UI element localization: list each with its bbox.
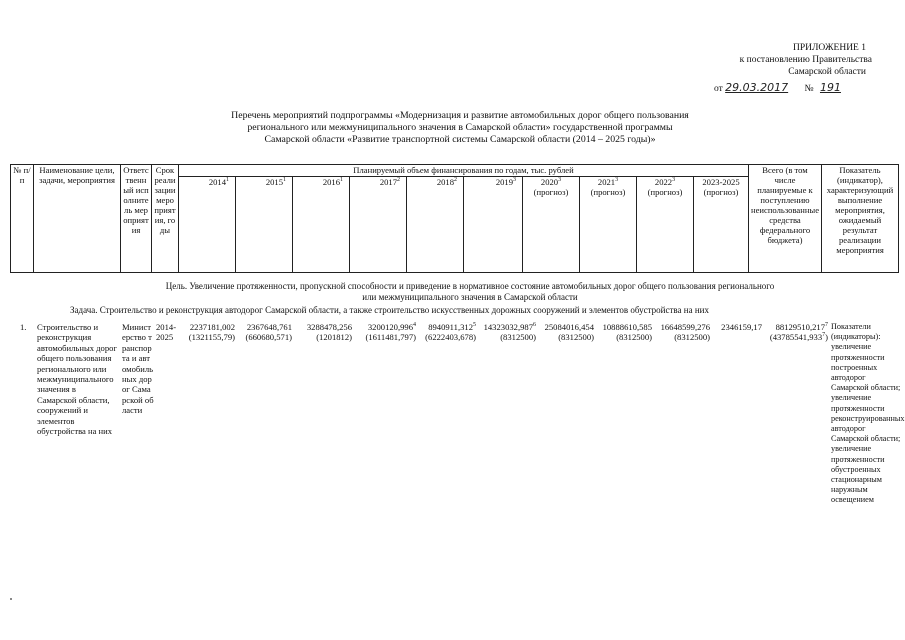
approval-line-2: к постановлению Правительства: [739, 55, 872, 65]
approval-date-line: [712, 82, 872, 95]
header-financing: Планируемый объем финансирования по годам, тыс. рублей: [179, 165, 749, 177]
approval-line-1: ПРИЛОЖЕНИЕ 1: [792, 43, 866, 53]
header-name: Наименование цели, задачи, мероприятия: [34, 165, 121, 273]
row-term: 2014-2025: [156, 322, 177, 343]
value-2015: 2367648,761 (660680,571): [245, 322, 292, 343]
year-2022: 2022$^3$ (прогноз): [637, 177, 694, 273]
title-line-2: регионального или межмуниципального значения в Самарской области» государственной программы: [247, 122, 673, 133]
date-prefix: от: [714, 84, 723, 94]
task-text: Задача. Строительство и реконструкция автодорог Самарской области, а также строительство искусственных дорожных сооружений и элементов обустройства на них: [70, 305, 709, 315]
value-2023-2025: 2346159,17: [721, 322, 762, 332]
header-table: [10, 164, 899, 273]
header-indicator: Показатель (индикатор), характеризующий выполнение мероприятия, ожидаемый результат реализации мероприятия: [822, 165, 899, 273]
handwritten-date: 29.03.2017: [725, 81, 789, 94]
year-2016: 2016$^1$: [293, 177, 350, 273]
value-2018: 8940911,312$^5$ (6222403,678): [425, 322, 476, 343]
value-total: 88129510,217$^7$ (43785541,933$^7$): [769, 322, 828, 343]
goal-text: Цель. Увеличение протяженности, пропускной способности и приведение в нормативное состояние автомобильных дорог общего пользования регионального или межмуниципального значения в Самарской области: [165, 281, 775, 302]
header-term: Срок реализации мероприятия, годы: [152, 165, 179, 273]
approval-block: [712, 42, 872, 95]
handwritten-number: 191: [819, 81, 841, 94]
approval-line-3: Самарской области: [788, 67, 866, 77]
value-2021: 10888610,585 (8312500): [602, 322, 652, 343]
title-line-1: Перечень мероприятий подпрограммы «Модернизация и развитие автомобильных дорог общего пользования: [231, 110, 689, 121]
row-responsible: Министерство транспорта и автомобильных дорог Самарской области: [122, 322, 154, 416]
value-2017: 3200120,996$^4$ (1611481,797): [365, 322, 416, 343]
year-2015: 2015$^1$: [236, 177, 293, 273]
year-2018: 2018$^2$: [407, 177, 464, 273]
year-2020: 2020$^3$ (прогноз): [523, 177, 580, 273]
document-title: [150, 110, 770, 146]
row-indicator: Показатели (индикаторы): увеличение протяженности построенных автодорог Самарской области; увеличение протяженности реконструированных автодорог Самарской области; увеличение протяженности обустроенных стационарным наружным освещением: [831, 322, 905, 505]
header-responsible: Ответственный исполнитель мероприятия: [121, 165, 152, 273]
header-total: Всего (в том числе планируемые к поступлению неиспользованные средства федерального бюджета): [749, 165, 822, 273]
header-num: № п/п: [11, 165, 34, 273]
title-line-3: Самарской области «Развитие транспортной системы Самарской области (2014 – 2025 годы)»: [264, 134, 656, 145]
year-2023-2025: 2023-2025 (прогноз): [694, 177, 749, 273]
value-2016: 3288478,256 (1201812): [306, 322, 352, 343]
value-2019: 14323032,987$^6$ (8312500): [483, 322, 536, 343]
year-2019: 2019$^3$: [464, 177, 523, 273]
value-2014: 2237181,002 (1321155,79): [188, 322, 235, 343]
scan-speck: [10, 598, 12, 600]
year-2014: 2014$^1$: [179, 177, 236, 273]
year-2017: 2017$^2$: [350, 177, 407, 273]
number-prefix: №: [804, 84, 814, 94]
value-2022: 16648599,276 (8312500): [660, 322, 710, 343]
row-name: Строительство и реконструкция автомобильных дорог общего пользования регионального или межмуниципального значения в Самарской области, сооружений и элементов обустройства на них: [37, 322, 117, 437]
year-2021: 2021$^3$ (прогноз): [580, 177, 637, 273]
value-2020: 25084016,454 (8312500): [544, 322, 594, 343]
row-number: 1.: [20, 322, 27, 332]
